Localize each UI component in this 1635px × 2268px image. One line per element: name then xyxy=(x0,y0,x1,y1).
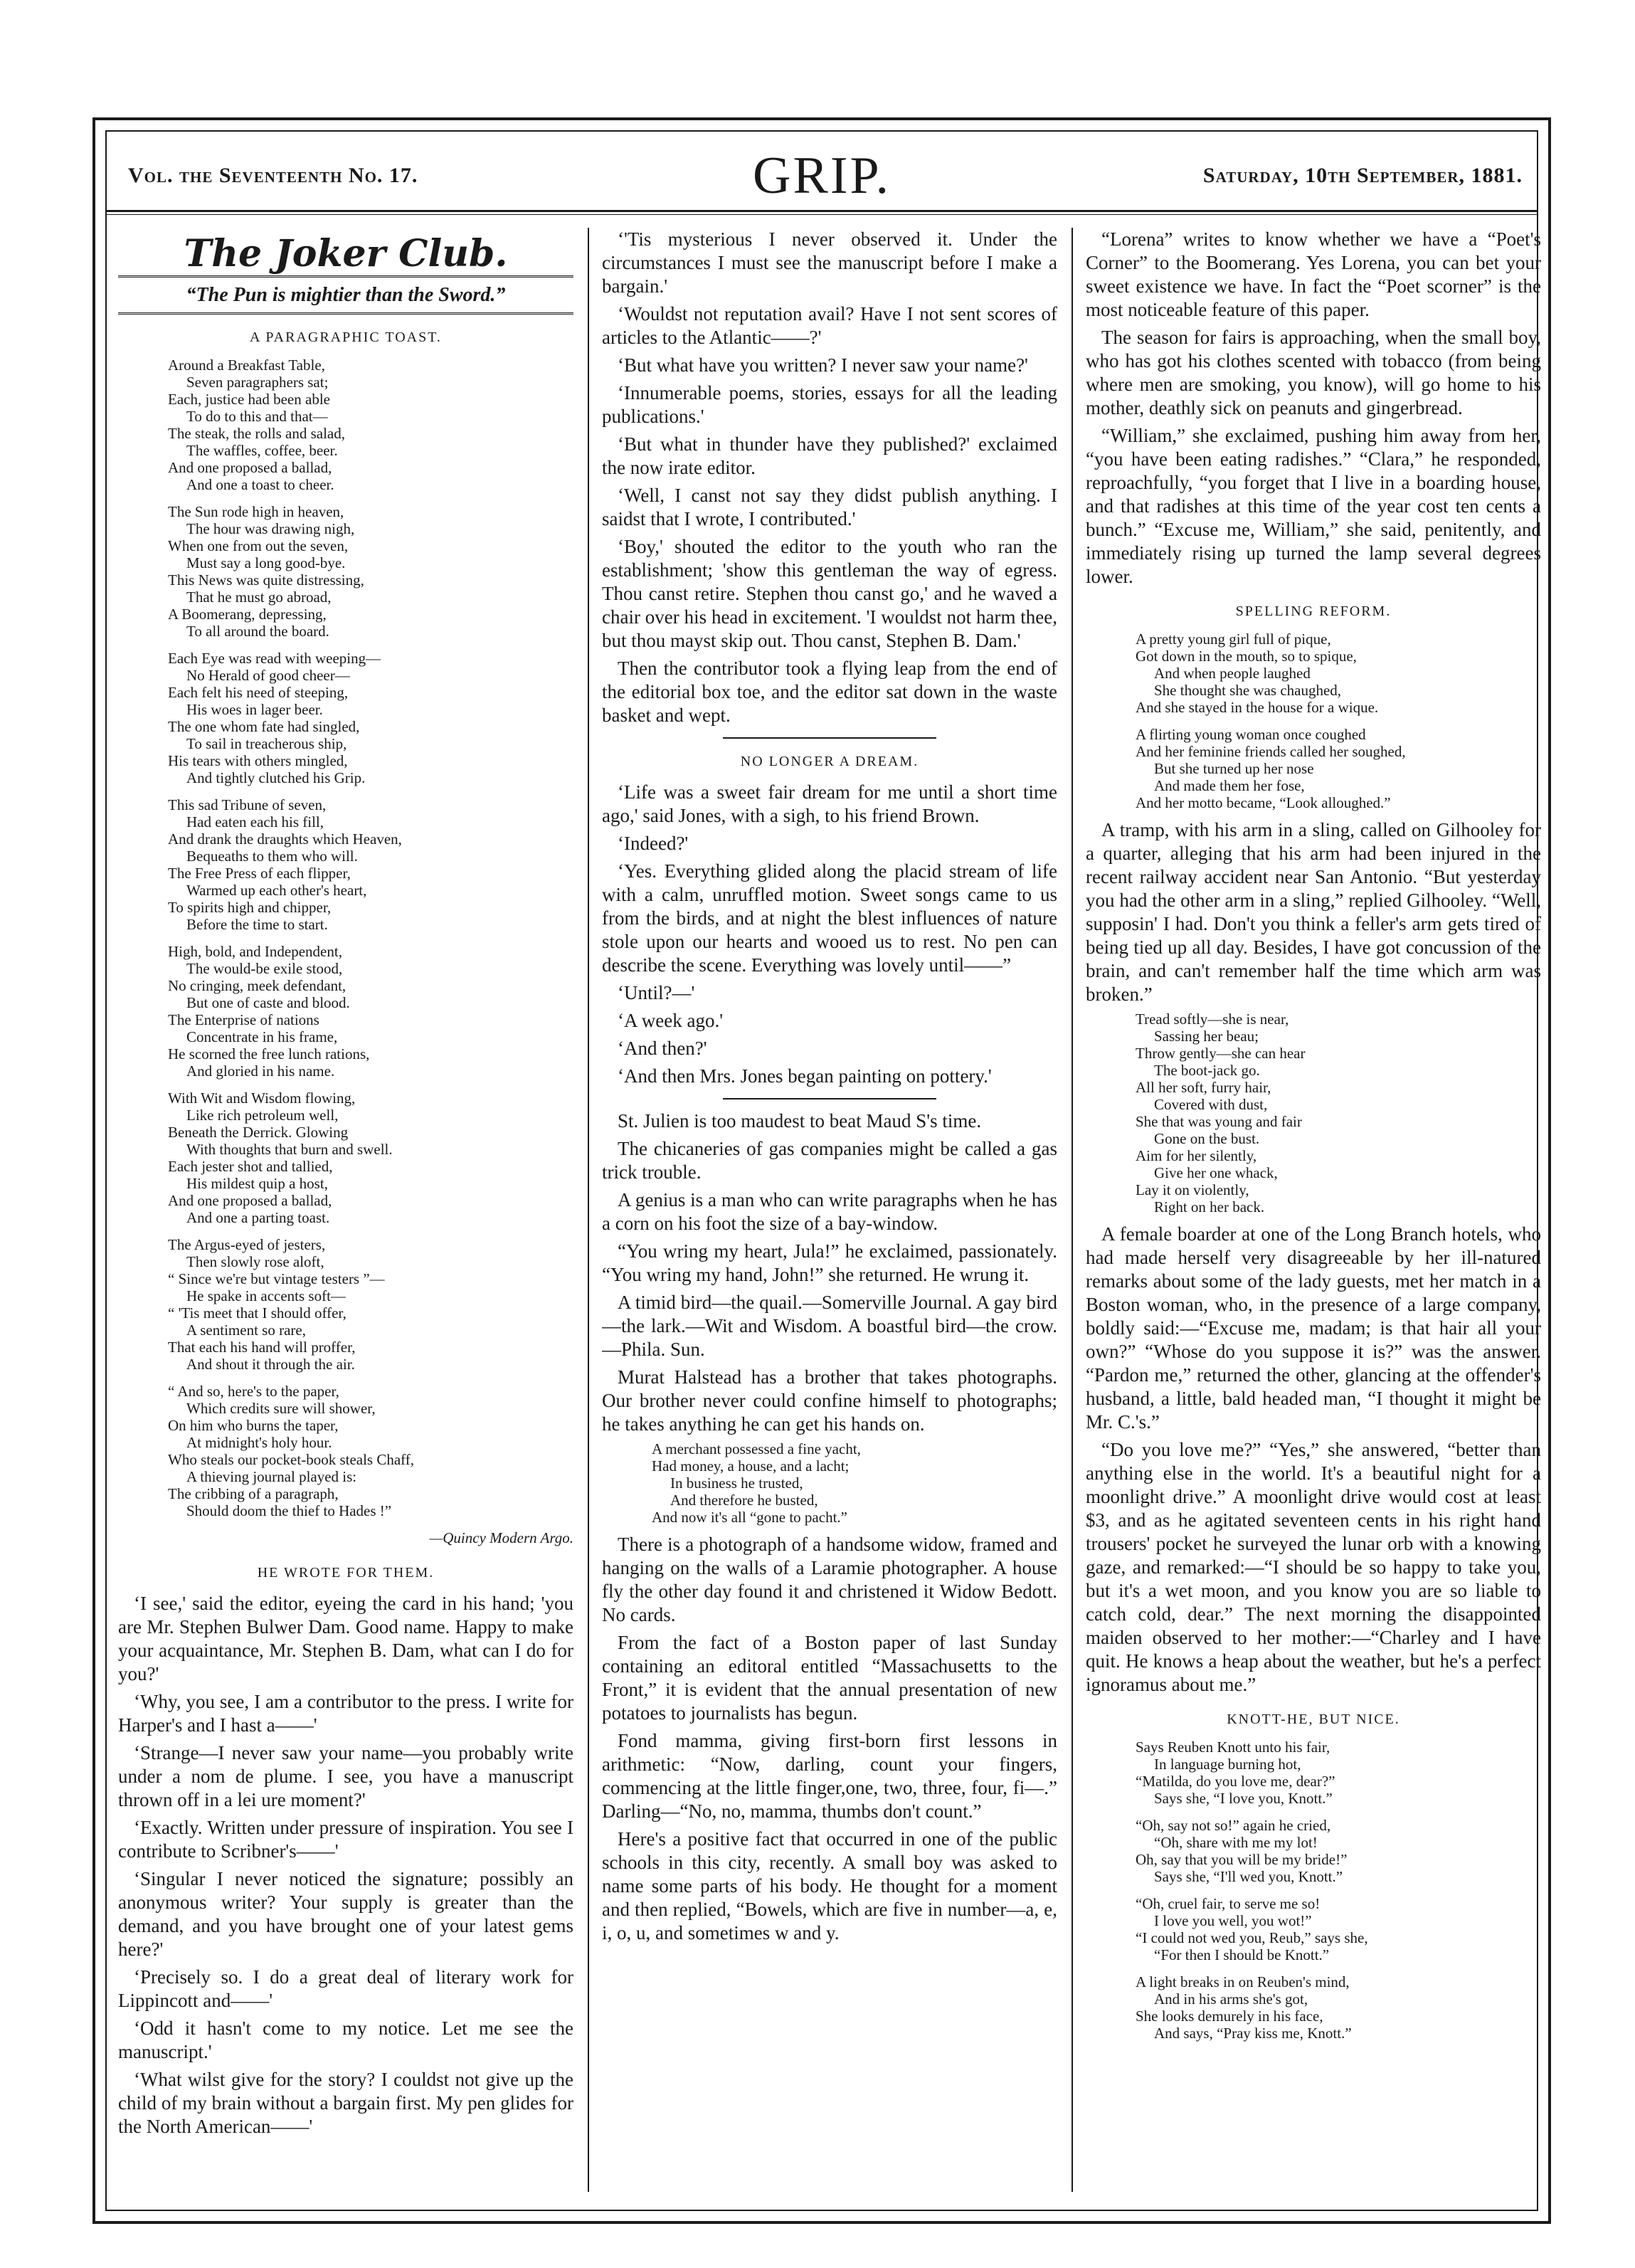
masthead-rule-thin xyxy=(107,214,1537,215)
poem-line: The boot-jack go. xyxy=(1154,1062,1260,1079)
poem-line: Right on her back. xyxy=(1154,1198,1265,1215)
poem-line: Tread softly—she is near, xyxy=(1136,1011,1289,1028)
article-paragraph: ‘Singular I never noticed the signature; possibly an anonymous writer? Your supply is greater than the demand, and you have brought one of your latest gems here?' xyxy=(118,1868,573,1960)
poem-line: “Oh, cruel fair, to serve me so! xyxy=(1136,1895,1321,1912)
article-paragraph: Then the contributor took a flying leap from the end of the editorial box toe, and the editor sat down in the waste basket and wept. xyxy=(602,658,1057,726)
poem-line: But one of caste and blood. xyxy=(186,994,350,1011)
poem-line: Sassing her beau; xyxy=(1154,1028,1259,1045)
poem-line: A light breaks in on Reuben's mind, xyxy=(1136,1973,1350,1990)
column-divider xyxy=(588,228,589,2192)
jokes-list xyxy=(1086,1223,1541,1697)
poem-line: On him who burns the taper, xyxy=(168,1417,339,1434)
poem-line: Had money, a house, and a lacht; xyxy=(652,1457,850,1475)
article-paragraph: ‘And then Mrs. Jones began painting on pottery.' xyxy=(618,1065,992,1087)
poem-line: To do to this and that— xyxy=(186,408,328,425)
jokes-list xyxy=(602,1109,1057,1436)
poem-line: “For then I should be Knott.” xyxy=(1154,1946,1330,1963)
article-heading: SPELLING REFORM. xyxy=(1235,603,1392,619)
jokes-list xyxy=(602,1533,1057,1945)
poem-line: A thieving journal played is: xyxy=(186,1468,357,1485)
poem-credit: —Quincy Modern Argo. xyxy=(429,1529,573,1546)
poem-line: And her motto became, “Look alloughed.” xyxy=(1136,794,1391,811)
article-paragraph: A tramp, with his arm in a sling, called on Gilhooley for a quarter, alleging that his arm had been injured in the recent railway accident near San Antonio. “But yesterday you had the other arm in a sling,” replied Gilhooley. “Well, supposin' I had. Don't you think a feller's arm gets tired of being tied up all day. Besides, I have got concussion of the brain, and can't remember half the time which arm was broken.” xyxy=(1086,819,1541,1005)
article-heading: A PARAGRAPHIC TOAST. xyxy=(250,329,442,345)
article-paragraph: ‘Yes. Everything glided along the placid stream of life with a calm, unruffled motion. Sweet songs came to us from the birds, and at night the blest influences of nature stole upon our hearts and wooed us to rest. No pen can describe the scene. Everything was lovely until——” xyxy=(602,860,1057,976)
poem-line: He spake in accents soft— xyxy=(186,1287,346,1304)
article-paragraph: ‘A week ago.' xyxy=(618,1010,724,1031)
poem-line: In language burning hot, xyxy=(1154,1756,1301,1773)
poem-line: Each felt his need of steeping, xyxy=(168,684,349,701)
poem-line: Like rich petroleum well, xyxy=(186,1107,339,1124)
poem-line: A sentiment so rare, xyxy=(186,1322,306,1339)
poem-line: Seven paragraphers sat; xyxy=(186,374,329,391)
poem-line: No cringing, meek defendant, xyxy=(168,977,346,994)
poem-line: That he must go abroad, xyxy=(186,589,332,606)
poem-line: I love you well, you wot!” xyxy=(1154,1912,1312,1929)
poem-line: The Sun rode high in heaven, xyxy=(168,503,344,520)
masthead-rule xyxy=(107,210,1537,212)
article-he-wrote-for-them xyxy=(118,1592,573,2138)
poem-line: Should doom the thief to Hades !” xyxy=(186,1502,392,1519)
poem-line: With thoughts that burn and swell. xyxy=(186,1141,393,1158)
article-paragraph: The season for fairs is approaching, when the small boy, who has got his clothes scented with tobacco (from being where men are smoking, you know), will go home to his mother, deathly sick on peanuts and gingerbread. xyxy=(1086,327,1541,418)
article-paragraph: ‘Precisely so. I do a great deal of literary work for Lippincott and——' xyxy=(118,1966,573,2011)
poem-line: To spirits high and chipper, xyxy=(168,899,332,916)
article-paragraph: “Lorena” writes to know whether we have a “Poet's Corner” to the Boomerang. Yes Lorena, you can bet your sweet existence we have. In fact the “Poet scorner” is the most noticeable feature of this paper. xyxy=(1086,228,1541,320)
poem-line: Lay it on violently, xyxy=(1136,1181,1249,1198)
poem-line: Warmed up each other's heart, xyxy=(186,882,367,899)
poem-line: He scorned the free lunch rations, xyxy=(168,1045,370,1062)
poem-line: A pretty young girl full of pique, xyxy=(1136,631,1331,648)
article-no-longer-a-dream xyxy=(602,781,1057,1088)
poem-line: But she turned up her nose xyxy=(1154,760,1314,777)
poem-line: “ And so, here's to the paper, xyxy=(168,1383,339,1400)
poem-line: The hour was drawing nigh, xyxy=(186,520,355,537)
article-paragraph: From the fact of a Boston paper of last Sunday containing an editoral entitled “Massachusetts to the Front,” it is evident that the annual presentation of new potatoes to journalists has begun. xyxy=(602,1632,1057,1724)
poem-knott-he-but-nice xyxy=(1086,1739,1541,2042)
divider xyxy=(723,1098,936,1099)
column-3 xyxy=(1086,228,1541,2192)
poem-line: Says she, “I love you, Knott.” xyxy=(1154,1790,1333,1807)
poem-line: His tears with others mingled, xyxy=(168,752,348,769)
poem-line: Who steals our pocket-book steals Chaff, xyxy=(168,1451,415,1468)
article-paragraph: Murat Halstead has a brother that takes photographs. Our brother never could confine himself to photographs; he takes anything he can get his hands on. xyxy=(602,1366,1057,1435)
article-paragraph: ‘Boy,' shouted the editor to the youth who ran the establishment; 'show this gentleman the way of egress. Thou canst retire. Stephen thou canst go,' and he waved a chair over his head in excitement. 'I wouldst not harm thee, but thou mayst skip out. Thou canst, Stephen B. Dam.' xyxy=(602,536,1057,651)
poem-line: His woes in lager beer. xyxy=(186,701,323,718)
article-paragraph: ‘Until?—' xyxy=(618,982,695,1003)
poem-line: “Oh, share with me my lot! xyxy=(1154,1834,1318,1851)
poem-line: To sail in treacherous ship, xyxy=(186,735,347,752)
issue-date: Saturday, 10th September, 1881. xyxy=(1202,164,1523,187)
poem-line: And gloried in his name. xyxy=(186,1062,335,1080)
section-title: The Joker Club. xyxy=(184,232,508,275)
article-paragraph: ‘I see,' said the editor, eyeing the card in his hand; 'you are Mr. Stephen Bulwer Dam. Good name. Happy to make your acquaintance, Mr. Stephen B. Dam, what can I do for you?' xyxy=(118,1593,573,1684)
article-paragraph: ‘Odd it hasn't come to my notice. Let me see the manuscript.' xyxy=(118,2018,573,2062)
poem-line: And made them her fose, xyxy=(1154,777,1305,794)
article-paragraph: ‘But what in thunder have they published?' exclaimed the now irate editor. xyxy=(602,433,1057,478)
article-heading: KNOTT-HE, BUT NICE. xyxy=(1227,1711,1400,1727)
poem-line: And one proposed a ballad, xyxy=(168,459,332,476)
divider xyxy=(723,737,936,739)
article-paragraph: ‘Well, I canst not say they didst publish anything. I saidst that I wrote, I contributed.' xyxy=(602,485,1057,529)
poem-line: Throw gently—she can hear xyxy=(1136,1045,1306,1062)
article-paragraph: ‘And then?' xyxy=(618,1038,707,1059)
poem-line: The waffles, coffee, beer. xyxy=(186,442,338,459)
article-paragraph: ‘Life was a sweet fair dream for me until a short time ago,' said Jones, with a sigh, to his friend Brown. xyxy=(602,781,1057,826)
poem-line: Covered with dust, xyxy=(1154,1096,1268,1113)
poem-line: The Argus-eyed of jesters, xyxy=(168,1236,326,1253)
poem-line: Got down in the mouth, so to spique, xyxy=(1136,648,1357,665)
poem-line: The Free Press of each flipper, xyxy=(168,865,351,882)
article-paragraph: ‘'Tis mysterious I never observed it. Under the circumstances I must see the manuscript before I make a bargain.' xyxy=(602,228,1057,297)
newspaper-page xyxy=(92,117,1551,2224)
poem-line: At midnight's holy hour. xyxy=(186,1434,332,1451)
poem-line: The Enterprise of nations xyxy=(168,1011,319,1028)
poem-line: Bequeaths to them who will. xyxy=(186,848,358,865)
poem-line: In business he trusted, xyxy=(670,1475,803,1492)
poem-line: And one a toast to cheer. xyxy=(186,476,334,493)
article-paragraph: St. Julien is too maudest to beat Maud S's time. xyxy=(618,1110,982,1132)
poem-line: His mildest quip a host, xyxy=(186,1175,328,1192)
poem-line: And one proposed a ballad, xyxy=(168,1192,332,1209)
poem-line: “Matilda, do you love me, dear?” xyxy=(1136,1773,1335,1790)
poem-line: A merchant possessed a fine yacht, xyxy=(652,1440,861,1457)
column-1 xyxy=(118,228,573,2192)
poem-line: To all around the board. xyxy=(186,623,329,640)
poem-line: All her soft, furry hair, xyxy=(1136,1079,1271,1096)
article-paragraph: ‘Strange—I never saw your name—you probably write under a nom de plume. I see, you have a manuscript thrown off in a lei ure moment?' xyxy=(118,1742,573,1810)
article-paragraph: ‘Indeed?' xyxy=(618,833,689,854)
poem-line: A flirting young woman once coughed xyxy=(1136,726,1366,743)
article-paragraph: ‘Innumerable poems, stories, essays for all the leading publications.' xyxy=(602,382,1057,427)
article-paragraph: There is a photograph of a handsome widow, framed and hanging on the walls of a Laramie photographer. A house fly the other day found it and christened it Widow Bedott. No cards. xyxy=(602,1534,1057,1625)
article-paragraph: ‘What wilst give for the story? I couldst not give up the child of my brain without a bargain first. My pen glides for the North American——' xyxy=(118,2069,573,2137)
poem-line: The one whom fate had singled, xyxy=(168,718,360,735)
poem-line: And when people laughed xyxy=(1154,665,1311,682)
poem-line: And her feminine friends called her soughed, xyxy=(1136,743,1406,760)
newspaper-title: GRIP. xyxy=(753,147,891,205)
poem-line: And one a parting toast. xyxy=(186,1209,330,1226)
poem-line: And therefore he busted, xyxy=(670,1492,818,1509)
poem-line: When one from out the seven, xyxy=(168,537,349,554)
poem-line: Beneath the Derrick. Glowing xyxy=(168,1124,349,1141)
poem-line: Says Reuben Knott unto his fair, xyxy=(1136,1739,1330,1756)
poem-line: That each his hand will proffer, xyxy=(168,1339,356,1356)
poem-spelling-reform xyxy=(1086,631,1541,811)
article-paragraph: Fond mamma, giving first-born first lessons in arithmetic: “Now, darling, count your fingers, commencing at the little finger,one, two, three, four, fi—.” Darling—“No, no, mamma, thumbs don't count.” xyxy=(602,1730,1057,1822)
poem-line: “I could not wed you, Reub,” says she, xyxy=(1136,1929,1368,1946)
article-paragraph: The chicaneries of gas companies might be called a gas trick trouble. xyxy=(602,1138,1057,1183)
article-heading: NO LONGER A DREAM. xyxy=(740,754,919,769)
poem-line: The would-be exile stood, xyxy=(186,960,343,977)
poem-line: No Herald of good cheer— xyxy=(186,667,350,684)
volume-number: Vol. the Seventeenth No. 17. xyxy=(128,164,418,187)
article-paragraph: ‘But what have you written? I never saw your name?' xyxy=(618,354,1028,376)
poem-line: Then slowly rose aloft, xyxy=(186,1253,324,1270)
poem-line: Must say a long good-bye. xyxy=(186,554,346,571)
poem-line: And she stayed in the house for a wique. xyxy=(1136,699,1379,716)
page-frame xyxy=(105,130,1541,2211)
poem-line: Gone on the bust. xyxy=(1154,1130,1260,1147)
poem-line: She looks demurely in his face, xyxy=(1136,2008,1323,2025)
poem-line: The cribbing of a paragraph, xyxy=(168,1485,339,1502)
poem-line: She that was young and fair xyxy=(1136,1113,1302,1130)
article-paragraph: ‘Wouldst not reputation avail? Have I not sent scores of articles to the Atlantic——?' xyxy=(602,303,1057,348)
poem-line: And tightly clutched his Grip. xyxy=(186,769,366,786)
poem-line: Before the time to start. xyxy=(186,916,328,933)
poem-line: Had eaten each his fill, xyxy=(186,813,324,830)
poem-tread-softly xyxy=(1086,1011,1541,1215)
poem-line: And drank the draughts which Heaven, xyxy=(168,830,402,848)
poem-line: “ Since we're but vintage testers ”— xyxy=(168,1270,385,1287)
article-paragraph: Here's a positive fact that occurred in one of the public schools in this city, recently. A small boy was asked to name some parts of his body. He thought for a moment and then replied, “Bowels, which are five in number—a, e, i, o, u, and sometimes w and y. xyxy=(602,1828,1057,1943)
poem-merchant-yacht xyxy=(602,1440,1057,1526)
article-paragraph: ‘Exactly. Written under pressure of inspiration. You see I contribute to Scribner's——' xyxy=(118,1817,573,1862)
column-divider xyxy=(1072,228,1073,2192)
article-paragraph: A genius is a man who can write paragraphs when he has a corn on his foot the size of a bay-window. xyxy=(602,1189,1057,1234)
poem-line: And says, “Pray kiss me, Knott.” xyxy=(1154,2025,1352,2042)
poem-line: Each, justice had been able xyxy=(168,391,330,408)
poem-line: And now it's all “gone to pacht.” xyxy=(652,1509,847,1526)
poem-line: This sad Tribune of seven, xyxy=(168,796,327,813)
article-continued xyxy=(602,228,1057,727)
poem-line: “Oh, say not so!” again he cried, xyxy=(1136,1817,1331,1834)
poem-line: Which credits sure will shower, xyxy=(186,1400,376,1417)
poem-line: High, bold, and Independent, xyxy=(168,943,342,960)
poem-line: Oh, say that you will be my bride!” xyxy=(1136,1851,1348,1868)
article-paragraph: “Do you love me?” “Yes,” she answered, “better than anything else in the world. It's a beautiful night for a moonlight drive.” A moonlight drive would cost at least $3, and as he agitated seventeen cents in his right hand trousers' pocket he surveyed the lunar orb with a knowing gaze, and remarked:—“I should be so happy to take you, but it's a wet moon, and you know you are so liable to catch cold, dear.” The next morning the disappointed maiden observed to her mother:—“Charley and I have quit. He knows a heap about the weather, but he's a perfect ignoramus about me.” xyxy=(1086,1439,1541,1695)
poem-line: Each jester shot and tallied, xyxy=(168,1158,333,1175)
article-paragraph: A timid bird—the quail.—Somerville Journal. A gay bird—the lark.—Wit and Wisdom. A boastful bird—the crow.—Phila. Sun. xyxy=(602,1292,1057,1360)
column-2 xyxy=(602,228,1057,2192)
poem-line: Aim for her silently, xyxy=(1136,1147,1257,1164)
masthead xyxy=(107,132,1537,203)
section-motto: “The Pun is mightier than the Sword.” xyxy=(118,275,573,315)
poem-line: With Wit and Wisdom flowing, xyxy=(168,1090,356,1107)
article-paragraph: ‘Why, you see, I am a contributor to the press. I write for Harper's and I hast a——' xyxy=(118,1691,573,1736)
poem-line: She thought she was chaughed, xyxy=(1154,682,1342,699)
poem-paragraphic-toast xyxy=(118,357,573,1519)
article-heading: HE WROTE FOR THEM. xyxy=(257,1565,435,1581)
poem-line: Concentrate in his frame, xyxy=(186,1028,338,1045)
article-paragraph: A female boarder at one of the Long Branch hotels, who had made herself very disagreeable by her ill-natured remarks about some of the lady guests, met her match in a Boston woman, who, in the presence of a large company, boldly said:—“Excuse me, madam; is that hair all your own?” “Whose do you suppose it is?” was the answer. “Pardon me,” returned the other, glancing at the offender's husband, a little, bald headed man, “I thought it might be Mr. C.'s.” xyxy=(1086,1223,1541,1433)
poem-line: Each Eye was read with weeping— xyxy=(168,650,381,667)
jokes-list xyxy=(1086,228,1541,589)
poem-line: Says she, “I'll wed you, Knott.” xyxy=(1154,1868,1343,1885)
article-paragraph: “You wring my heart, Jula!” he exclaimed, passionately. “You wring my hand, John!” she returned. He wrung it. xyxy=(602,1240,1057,1285)
poem-line: This News was quite distressing, xyxy=(168,571,364,589)
article-paragraph: “William,” she exclaimed, pushing him away from her, “you have been eating radishes.” “Clara,” he responded, reproachfully, “you forget that I live in a boarding house, and that radishes at this time of the year cost ten cents a bunch.” “Excuse me, William,” she said, penitently, and immediately rising up turned the lamp several degrees lower. xyxy=(1086,425,1541,587)
poem-line: And shout it through the air. xyxy=(186,1356,355,1373)
poem-line: “ 'Tis meet that I should offer, xyxy=(168,1304,346,1322)
poem-line: A Boomerang, depressing, xyxy=(168,606,327,623)
poem-line: The steak, the rolls and salad, xyxy=(168,425,346,442)
poem-line: And in his arms she's got, xyxy=(1154,1990,1308,2008)
poem-line: Give her one whack, xyxy=(1154,1164,1278,1181)
poem-line: Around a Breakfast Table, xyxy=(168,357,325,374)
